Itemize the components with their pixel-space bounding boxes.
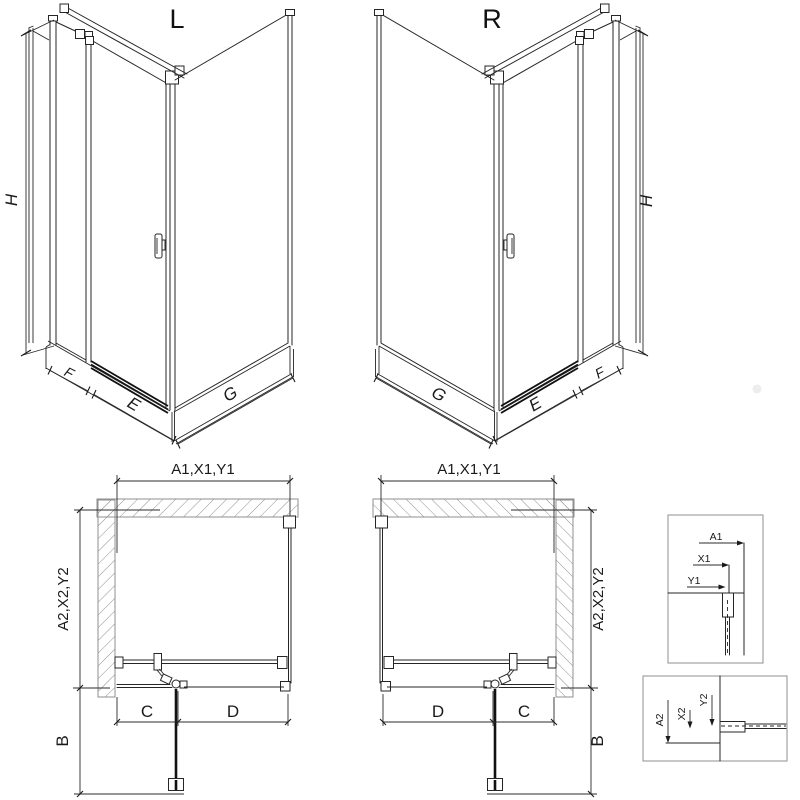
plan-R-fixed-dim: C [517, 702, 531, 721]
dim-label-height-R: H [637, 194, 656, 208]
detail-bottom-dim1: A2 [654, 713, 666, 727]
iso-view-right [374, 4, 656, 449]
dim-label-side-R: G [428, 382, 450, 406]
plan-L-depth-dim: A2,X2,Y2 [55, 567, 72, 631]
iso-view-left [2, 4, 295, 449]
dim-label-door-L: E [124, 393, 144, 416]
plan-view-right [373, 461, 607, 797]
dim-label-fixed-R: F [592, 363, 608, 382]
plan-R-swing-dim: B [588, 735, 607, 747]
detail-bottom-dim3: Y2 [698, 693, 710, 707]
plan-L-width-dim: A1,X1,Y1 [171, 461, 235, 478]
plan-R-door-dim: D [431, 702, 445, 721]
variant-title-left: L [169, 4, 185, 34]
detail-top-dim3: Y1 [687, 575, 701, 587]
variant-title-right: R [482, 4, 502, 34]
plan-R-width-dim: A1,X1,Y1 [437, 461, 501, 478]
plan-L-fixed-dim: C [140, 702, 154, 721]
dim-label-height-L: H [2, 193, 21, 207]
detail-box-a2 [643, 676, 787, 761]
plan-L-swing-dim: B [53, 735, 72, 747]
detail-top-dim2: X1 [697, 553, 711, 565]
dim-label-side-L: G [219, 382, 241, 406]
watermark-dot [753, 385, 762, 394]
dim-label-fixed-L: F [61, 363, 77, 382]
plan-L-door-dim: D [226, 702, 240, 721]
plan-view-left [53, 461, 298, 797]
detail-top-dim1: A1 [709, 531, 723, 543]
detail-box-a1 [668, 515, 763, 663]
detail-bottom-dim2: X2 [676, 707, 688, 721]
plan-R-depth-dim: A2,X2,Y2 [590, 567, 607, 631]
dim-label-door-R: E [525, 393, 545, 416]
